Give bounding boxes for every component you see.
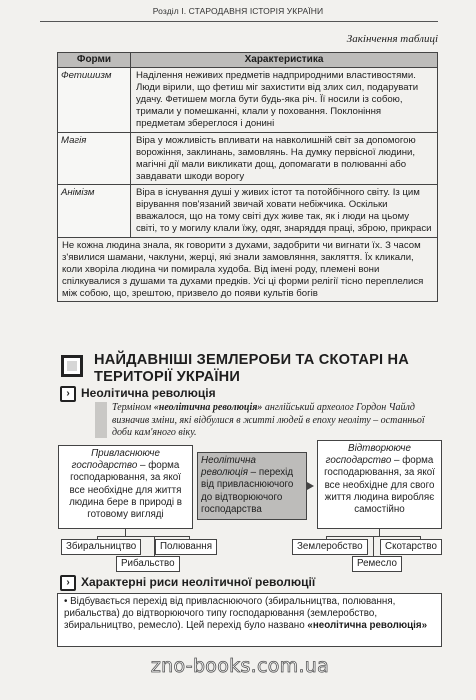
connector-line	[125, 529, 126, 536]
box-term: Неолітична революція	[201, 455, 256, 479]
intro-term: «неолітична революція»	[153, 402, 263, 413]
bullet-term: «неолітична революція»	[307, 620, 428, 632]
connector-line	[373, 536, 374, 556]
connector-line	[379, 529, 380, 536]
connector-line	[97, 536, 189, 537]
header-rule	[40, 21, 438, 22]
form-description-cell: Наділення неживих предметів надприродними властивостями. Люди вірили, що фетиш міг захистити від злих сил, подарувати удачу. Фетишем могла бути будь-яка річ. Її носили із собою, тримали у помешканні, клали у поховання. Поклоніння предметам збереглося і донині	[131, 68, 438, 132]
watermark: zno-books.com.ua	[150, 655, 330, 677]
appropriating-economy-box	[58, 445, 193, 529]
neolithic-revolution-box	[197, 452, 307, 520]
tag-hunting: Полювання	[155, 539, 217, 555]
table-row	[58, 68, 438, 132]
column-header: Характеристика	[131, 53, 438, 68]
box-text: – форма господарювання, за якої все необхідне для життя людина бере в природі в готовому вигляді	[69, 460, 182, 521]
section-square-icon-inner	[67, 361, 77, 371]
form-name-cell: Магія	[58, 132, 131, 185]
producing-economy-box	[317, 440, 442, 529]
running-head: Розділ І. СТАРОДАВНЯ ІСТОРІЯ УКРАЇНИ	[152, 6, 324, 16]
table-header-row	[58, 53, 438, 68]
table-row	[58, 185, 438, 238]
box-term: Відтворююче господарство	[325, 443, 411, 467]
intro-side-bar	[95, 402, 107, 438]
table-note-row	[58, 237, 438, 301]
religion-forms-table	[57, 52, 438, 302]
section-title: НАЙДАВНІШІ ЗЕМЛЕРОБИ ТА СКОТАРІ НА ТЕРИТОРІЇ УКРАЇНИ	[94, 352, 409, 385]
box-text: – форма господарювання, за якої все необхідне для свого життя людина виробляє самостійно	[324, 455, 435, 516]
features-bullet-box	[57, 593, 442, 647]
subsection-title: Неолітична революція	[81, 386, 216, 400]
intro-rest: англійський археолог Гордон Чайлд визначив зміни, які відбулися в житті людей в епоху неоліту – останньої доби кам'яного віку.	[112, 402, 425, 438]
form-name-cell: Фетишизм	[58, 68, 131, 132]
tag-farming: Землеробство	[292, 539, 368, 555]
table-continuation-caption: Закінчення таблиці	[346, 33, 438, 45]
form-description-cell: Віра у можливість впливати на навколишній світ за допомогою ворожіння, заклинань, замовлянь. На думку первісної людини, магічні дії мали викликати дощ, допомагати в полюванні або завдавати шкоди ворогу	[131, 132, 438, 185]
chevron-right-icon: ›	[60, 575, 76, 591]
column-header: Форми	[58, 53, 131, 68]
tag-gathering: Збиральництво	[61, 539, 141, 555]
tag-fishing: Рибальство	[116, 556, 180, 572]
intro-paragraph	[112, 402, 442, 440]
bullet-text: • Відбувається перехід від привласнюючого (збиральництва, полювання, рибальства) до відтворюючого типу господарювання (землеробство, збиральництво, ремесло). Цей перехід було названо	[64, 596, 396, 632]
box-text: – перехід від привласнюючого до відтворюючого господарства	[201, 467, 294, 515]
tag-crafts: Ремесло	[352, 556, 402, 572]
chevron-right-icon: ›	[60, 386, 76, 402]
form-description-cell: Віра в існування душі у живих істот та потойбічного світу. Із цим вірування пов'язаний звичай ховати небіжчика. Оскільки вважалося, що на тому світі дух живе так, як і люди на цьому світі, то у могилу клали їжу, одяг, знаряддя праці, зброю, прикраси	[131, 185, 438, 238]
tag-herding: Скотарство	[380, 539, 442, 555]
subsection-title: Характерні риси неолітичної революції	[81, 575, 316, 589]
arrow-right-icon	[307, 482, 314, 490]
table-note: Не кожна людина знала, як говорити з духами, задобрити чи вигнати їх. З часом з'явилися шамани, чаклуни, жерці, які знали замовляння, закляття. Їх кликали, коли хворіла людина чи помирала худоба. Від імені роду, племені вони спілкувалися з душами та духами предків. Усі ці форми релігії тісно переплелися між собою, що, зрештою, призвело до появи культів богів	[58, 237, 438, 301]
intro-prefix: Терміном	[112, 402, 154, 413]
box-term: Привласнююче господарство	[71, 448, 160, 472]
form-name-cell: Анімізм	[58, 185, 131, 238]
table-row	[58, 132, 438, 185]
